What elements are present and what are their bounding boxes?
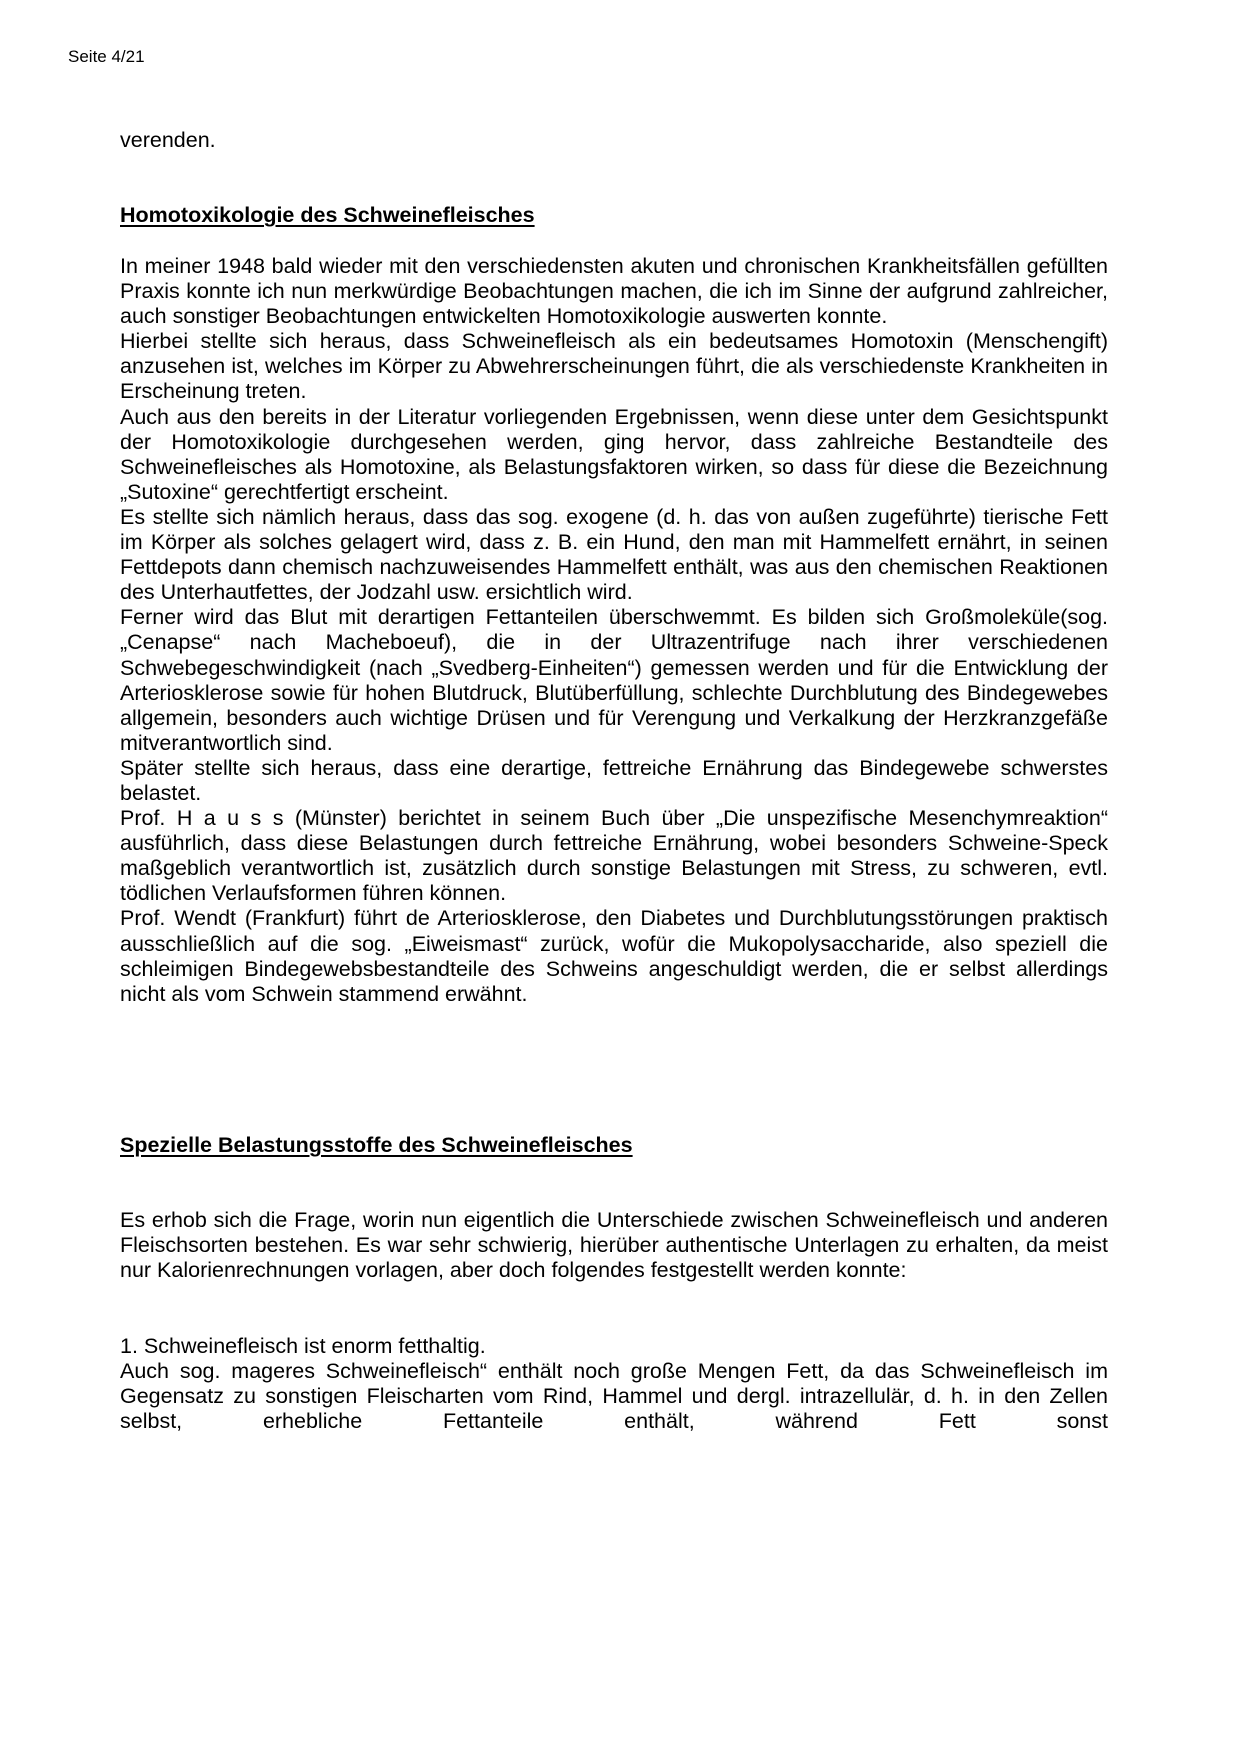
paragraph: In meiner 1948 bald wieder mit den verschiedensten akuten und chronischen Krankheitsfällen gefüllten Praxis konnte ich nun merkwürdige Beobachtungen machen, die ich im Sinne der aufgrund zahlreicher, auch sonstiger Beobachtungen entwickelten Homotoxikologie auswerten konnte. [120, 254, 1108, 329]
section-2-heading-block [120, 1133, 1108, 1158]
paragraph: Es erhob sich die Frage, worin nun eigentlich die Unterschiede zwischen Schweinefleisch und anderen Fleischsorten bestehen. Es war sehr schwierig, hierüber authentische Unterlagen zu erhalten, da meist nur Kalorienrechnungen vorlagen, aber doch folgendes festgestellt werden konnte: [120, 1208, 1108, 1283]
section-1-body [120, 254, 1108, 1007]
paragraph: Hierbei stellte sich heraus, dass Schweinefleisch als ein bedeutsames Homotoxin (Menschengift) anzusehen ist, welches im Körper zu Abwehrerscheinungen führt, die als verschiedenste Krankheiten in Erscheinung treten. [120, 329, 1108, 404]
paragraph: Auch sog. mageres Schweinefleisch“ enthält noch große Mengen Fett, da das Schweinefleisch im Gegensatz zu sonstigen Fleischarten vom Rind, Hammel und dergl. intrazellulär, d. h. in den Zellen selbst, erhebliche Fettanteile enthält, während Fett sonst [120, 1359, 1108, 1434]
section-1-heading-block [120, 203, 1108, 228]
carryover-text: verenden. [120, 128, 216, 152]
paragraph: Später stellte sich heraus, dass eine derartige, fettreiche Ernährung das Bindegewebe schwerstes belastet. [120, 755, 1108, 805]
section-heading-belastungsstoffe: Spezielle Belastungsstoffe des Schweinefleisches [120, 1133, 633, 1157]
paragraph: Prof. Wendt (Frankfurt) führt de Arteriosklerose, den Diabetes und Durchblutungsstörungen praktisch ausschließlich auf die sog. „Eiweismast“ zurück, wofür die Mukopolysaccharide, also speziell die schleimigen Bindegewebsbestandteile des Schweins angeschuldigt werden, die er selbst allerdings nicht als vom Schwein stammend erwähnt. [120, 906, 1108, 1006]
page-number: Seite 4/21 [68, 47, 145, 66]
section-heading-homotoxikologie: Homotoxikologie des Schweinefleisches [120, 203, 535, 227]
section-2-intro-block [120, 1208, 1108, 1283]
paragraph: Ferner wird das Blut mit derartigen Fettanteilen überschwemmt. Es bilden sich Großmoleküle(sog. „Cenapse“ nach Macheboeuf), die in der Ultrazentrifuge nach ihrer verschiedenen Schwebegeschwindigkeit (nach „Svedberg-Einheiten“) gemessen werden und für die Entwicklung der Arteriosklerose sowie für hohen Blutdruck, Blutüberfüllung, schlechte Durchblutung des Bindegewebes allgemein, besonders auch wichtige Drüsen und für Verengung und Verkalkung der Herzkranzgefäße mitverantwortlich sind. [120, 605, 1108, 755]
list-item-title: 1. Schweinefleisch ist enorm fetthaltig. [120, 1334, 486, 1358]
section-2-point-1 [120, 1334, 1108, 1434]
paragraph: Auch aus den bereits in der Literatur vorliegenden Ergebnissen, wenn diese unter dem Gesichtspunkt der Homotoxikologie durchgesehen werden, ging hervor, dass zahlreiche Bestandteile des Schweinefleisches als Homotoxine, als Belastungsfaktoren wirken, so dass für diese die Bezeichnung „Sutoxine“ gerechtfertigt erscheint. [120, 404, 1108, 504]
paragraph: Es stellte sich nämlich heraus, dass das sog. exogene (d. h. das von außen zugeführte) tierische Fett im Körper als solches gelagert wird, dass z. B. ein Hund, den man mit Hammelfett ernährt, in seinen Fettdepots dann chemisch nachzuweisendes Hammelfett enthält, was aus den chemischen Reaktionen des Unterhautfettes, der Jodzahl usw. ersichtlich wird. [120, 504, 1108, 605]
paragraph: Prof. H a u s s (Münster) berichtet in seinem Buch über „Die unspezifische Mesenchymreaktion“ ausführlich, dass diese Belastungen durch fettreiche Ernährung, wobei besonders Schweine-Speck maßgeblich verantwortlich ist, zusätzlich durch sonstige Belastungen mit Stress, zu schweren, evtl. tödlichen Verlaufsformen führen können. [120, 806, 1108, 906]
carryover-text-block [120, 128, 1108, 153]
